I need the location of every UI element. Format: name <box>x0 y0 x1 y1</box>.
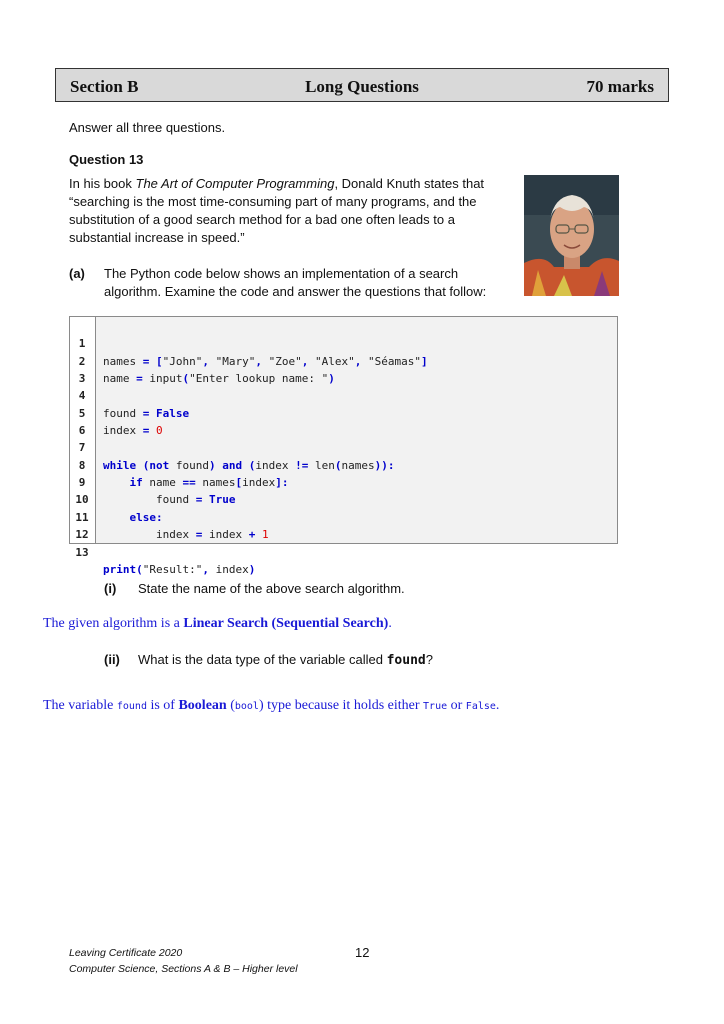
part-a-line-1: The Python code below shows an implementation of a search <box>104 266 459 281</box>
code-text: if name == names[index]: <box>129 476 289 490</box>
answer-ii-part: ( <box>226 698 235 713</box>
code-line <box>70 526 617 576</box>
sub-i-text: State the name of the above search algorithm. <box>138 581 405 596</box>
code-text: while (not found) and (index != len(names)): <box>103 458 395 472</box>
line-number: 10 <box>75 493 89 507</box>
part-a-label: (a) <box>69 266 85 281</box>
question-line-1 <box>69 175 509 193</box>
code-listing <box>69 316 618 576</box>
answer-ii-part: The variable <box>43 698 117 713</box>
line-number: 4 <box>78 389 86 403</box>
answer-i <box>43 616 392 632</box>
sub-i-label: (i) <box>104 581 117 596</box>
section-marks: 70 marks <box>586 77 654 96</box>
answer-ii-part: or <box>447 698 466 713</box>
footer-exam: Leaving Certificate 2020 <box>69 947 183 959</box>
sub-ii-suffix: ? <box>425 652 433 667</box>
answer-i-suffix: . <box>388 616 392 631</box>
answer-ii-code: False <box>465 701 496 712</box>
line-number: 5 <box>78 406 86 420</box>
author-portrait-photo <box>524 175 619 296</box>
book-title: The Art of Computer Programming <box>135 176 335 191</box>
answer-ii-part: . <box>495 698 500 713</box>
answer-ii <box>43 698 499 714</box>
part-a-text <box>104 265 514 301</box>
answer-i-bold: Linear Search (Sequential Search) <box>183 616 389 631</box>
line-number: 7 <box>78 441 86 455</box>
question-line-3: substitution of a good search method for a bad one often leads to a <box>69 212 455 227</box>
section-header-bar <box>55 68 669 102</box>
code-line <box>70 422 617 472</box>
answer-ii-code: bool <box>234 701 259 712</box>
line-number: 9 <box>78 476 86 490</box>
question-title: Question 13 <box>69 152 144 167</box>
code-text: print("Result:", index) <box>103 562 256 576</box>
code-text: index = 0 <box>103 424 163 438</box>
answer-ii-code: True <box>423 701 448 712</box>
footer-subject: Computer Science, Sections A & B – Higher level <box>69 963 298 975</box>
question-line-4: substantial increase in speed.” <box>69 230 245 245</box>
para-prefix: In his book <box>69 176 136 191</box>
sub-ii-question: What is the data type of the variable called <box>138 652 387 667</box>
code-line <box>70 370 617 420</box>
line-number: 6 <box>78 424 86 438</box>
section-title: Long Questions <box>305 77 419 96</box>
line-number: 8 <box>78 458 86 472</box>
sub-ii-label: (ii) <box>104 652 120 667</box>
line-number: 1 <box>78 337 86 351</box>
code-line <box>70 318 617 368</box>
code-text: found = False <box>103 406 190 420</box>
question-line-2: “searching is the most time-consuming part of many programs, and the <box>69 194 477 209</box>
part-a-line-2: algorithm. Examine the code and answer the questions that follow: <box>104 284 487 299</box>
code-text: name = input("Enter lookup name: ") <box>103 372 335 386</box>
line-number: 13 <box>75 545 89 559</box>
answer-i-prefix: The given algorithm is a <box>43 616 184 631</box>
instructions: Answer all three questions. <box>69 120 226 135</box>
code-text: index = index + 1 <box>103 528 269 542</box>
line-number: 2 <box>78 354 86 368</box>
question-paragraph <box>69 175 509 247</box>
line-number: 11 <box>75 510 89 524</box>
answer-ii-code: found <box>116 701 147 712</box>
sub-ii-var: found <box>386 653 426 668</box>
answer-ii-bold: Boolean <box>178 698 227 713</box>
code-text: found = True <box>103 493 236 507</box>
line-number: 3 <box>78 372 86 386</box>
answer-ii-part: ) type because it holds either <box>258 698 424 713</box>
page-number: 12 <box>355 945 370 960</box>
answer-ii-part: is of <box>146 698 179 713</box>
section-label: Section B <box>70 77 139 96</box>
line-number: 12 <box>75 528 89 542</box>
sub-ii-text <box>138 651 433 670</box>
code-text: names = ["John", "Mary", "Zoe", "Alex", "Séamas"] <box>103 354 428 368</box>
para-line1-rest: , Donald Knuth states that <box>334 176 485 191</box>
code-text: else: <box>129 510 163 524</box>
